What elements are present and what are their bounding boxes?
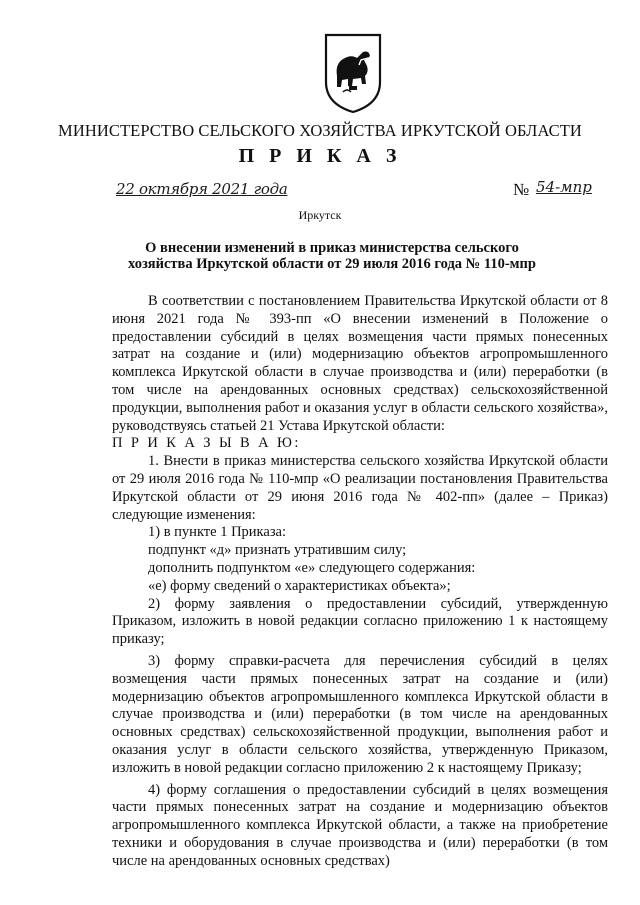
city-name: Иркутск <box>298 208 342 222</box>
order-verb: П Р И К А З Ы В А Ю: <box>112 435 301 452</box>
subitem-add-paragraph: дополнить подпунктом «е» следующего содержания: <box>148 559 476 576</box>
preamble-paragraph: В соответствии с постановлением Правительства Иркутской области от 8 июня 2021 года № 393-пп «О внесении изменений в Положение о предоставлении субсидий в целях возмещения части прямых понесенных затрат на создание и (или) модернизацию объектов агропромышленного комплекса Иркутской области в случае производства и (или) переработки (в том числе на арендованных основных средствах) сельскохозяйственной продукции, выполнения работ и оказания услуг в области сельского хозяйства», руководствуясь статьей 21 Устава Иркутской области: <box>112 293 608 434</box>
handwritten-date: 22 октября 2021 года <box>116 180 288 198</box>
subitem-d-paragraph: подпункт «д» признать утратившим силу; <box>148 542 407 559</box>
subitem-4-paragraph: 4) форму соглашения о предоставлении субсидий в целях возмещения части прямых понесенных затрат на создание и модернизацию объектов агропромышленного комплекса Иркутской области, а также на приобретение техники и оборудования в случае производства и (или) переработки (в том числе на арендованных основных средствах) <box>112 781 608 869</box>
subitem-2-paragraph: 2) форму заявления о предоставлении субсидий, утвержденную Приказом, изложить в новой редакции согласно приложению 1 к настоящему приказу; <box>112 595 608 648</box>
handwritten-order-number: 54-мпр <box>536 178 592 196</box>
item-1-paragraph: 1. Внести в приказ министерства сельского хозяйства Иркутской области от 29 июля 2016 года № 110-мпр «О реализации постановления Правительства Иркутской области от 29 июня 2016 года № 402-пп» (далее – Приказ) следующие изменения: <box>112 453 608 523</box>
order-body <box>112 293 608 871</box>
subitem-1-paragraph: 1) в пункте 1 Приказа: <box>148 524 287 541</box>
order-subject: О внесении изменений в приказ министерства сельского хозяйства Иркутской области от 29 июля 2016 года № 110-мпр <box>128 240 536 272</box>
document-type-title: П Р И К А З <box>238 145 402 167</box>
subitem-e-paragraph: «е) форму сведений о характеристиках объекта»; <box>148 577 451 594</box>
irkutsk-coat-of-arms-icon <box>323 32 383 114</box>
number-label: № <box>513 180 530 199</box>
ministry-name: МИНИСТЕРСТВО СЕЛЬСКОГО ХОЗЯЙСТВА ИРКУТСКОЙ ОБЛАСТИ <box>58 121 582 140</box>
subitem-3-paragraph: 3) форму справки-расчета для перечисления субсидий в целях возмещения части прямых понесенных затрат на создание и (или) модернизацию объектов агропромышленного комплекса Иркутской области в случае производства и (или) переработки (в том числе на арендованных основных средствах) сельскохозяйственной продукции, выполнения работ и оказания услуг в области сельского хозяйства, утвержденную Приказом, изложить в новой редакции согласно приложению 2 к настоящему Приказу; <box>112 652 608 776</box>
